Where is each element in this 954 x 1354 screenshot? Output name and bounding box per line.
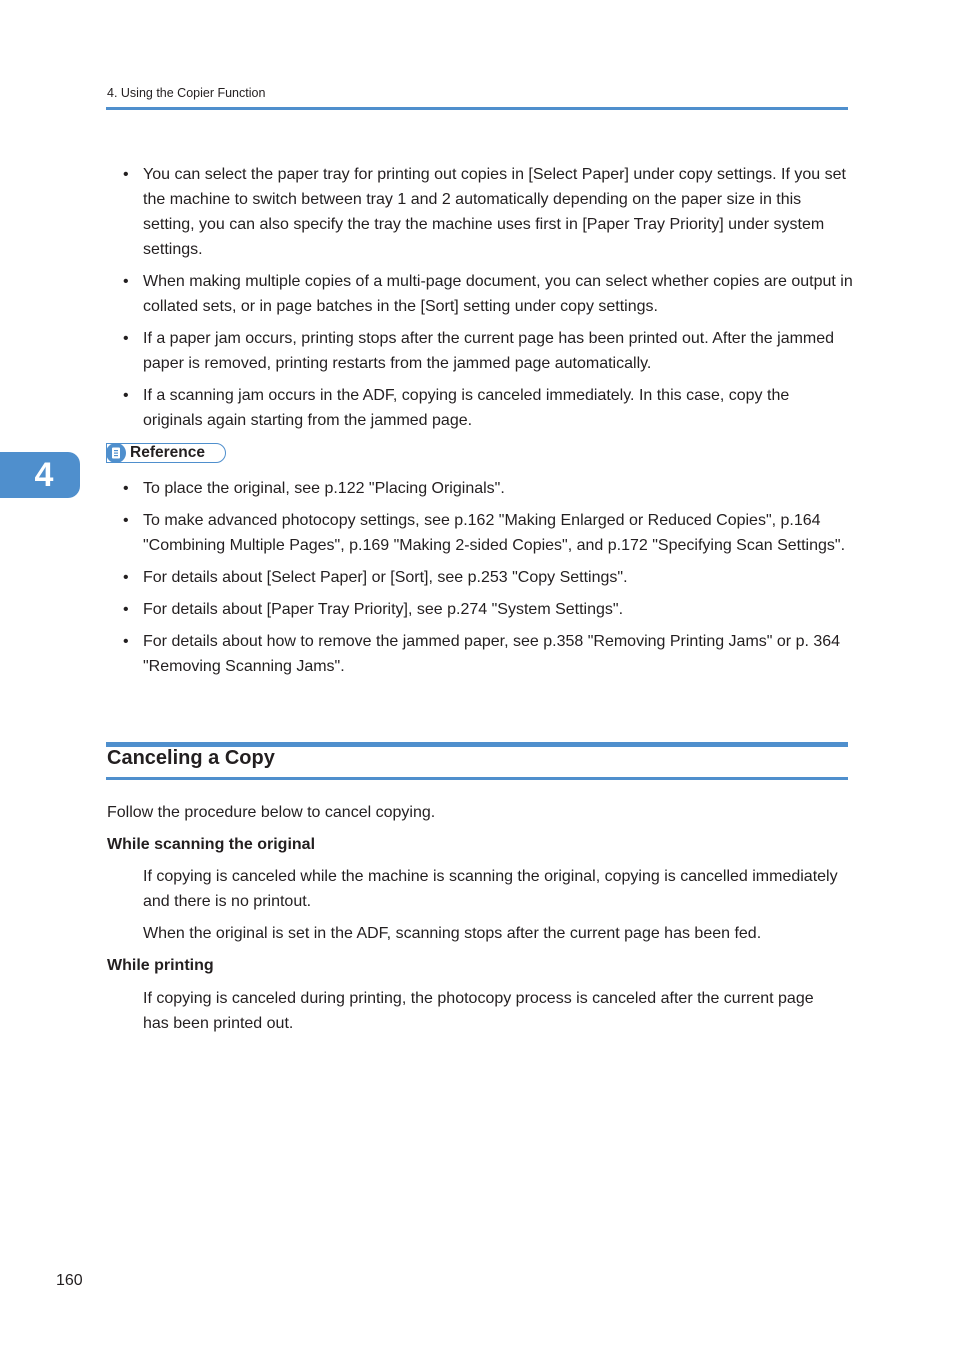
- reference-list: [123, 476, 853, 686]
- body-paragraph: When the original is set in the ADF, scanning stops after the current page has been fed.: [143, 925, 762, 942]
- list-item: • For details about [Paper Tray Priority], see p.274 "System Settings".: [123, 597, 853, 622]
- list-item: • If a paper jam occurs, printing stops after the current page has been printed out. After the jammed paper is removed, printing restarts from the jammed page automatically.: [123, 326, 853, 376]
- header-rule: [106, 107, 848, 110]
- reference-title: Reference: [130, 444, 205, 461]
- list-item: • When making multiple copies of a multi-page document, you can select whether copies are output in collated sets, or in page batches in the [Sort] setting under copy settings.: [123, 269, 853, 319]
- reference-label: [106, 443, 226, 463]
- list-item: • For details about how to remove the jammed paper, see p.358 "Removing Printing Jams" or p. 364 "Removing Scanning Jams".: [123, 629, 853, 679]
- list-item: • You can select the paper tray for printing out copies in [Select Paper] under copy settings. If you set the machine to switch between tray 1 and 2 automatically depending on the paper size in this setting, you can also specify the tray the machine uses first in [Paper Tray Priority] under system settings.: [123, 162, 853, 262]
- section-rule-bottom: [106, 777, 848, 780]
- notes-list: [123, 162, 853, 440]
- list-item: • To place the original, see p.122 "Placing Originals".: [123, 476, 853, 501]
- body-paragraph: If copying is canceled during printing, the photocopy process is canceled after the current page has been printed out.: [143, 990, 814, 1032]
- running-header: 4. Using the Copier Function: [107, 86, 266, 100]
- body-paragraph: If copying is canceled while the machine is scanning the original, copying is cancelled immediately and there is no printout.: [143, 868, 838, 910]
- page-number: 160: [56, 1272, 83, 1289]
- reference-note-icon: [106, 443, 126, 463]
- section-intro: Follow the procedure below to cancel copying.: [107, 804, 436, 821]
- chapter-tab: 4: [0, 452, 80, 498]
- list-item: • To make advanced photocopy settings, see p.162 "Making Enlarged or Reduced Copies", p.164 "Combining Multiple Pages", p.169 "Making 2-sided Copies", and p.172 "Specifying Scan Settings".: [123, 508, 853, 558]
- list-item: • For details about [Select Paper] or [Sort], see p.253 "Copy Settings".: [123, 565, 853, 590]
- subsection-heading: While scanning the original: [107, 836, 316, 853]
- list-item: • If a scanning jam occurs in the ADF, copying is canceled immediately. In this case, copy the originals again starting from the jammed page.: [123, 383, 853, 433]
- section-title: Canceling a Copy: [107, 747, 275, 769]
- subsection-heading: While printing: [107, 957, 214, 974]
